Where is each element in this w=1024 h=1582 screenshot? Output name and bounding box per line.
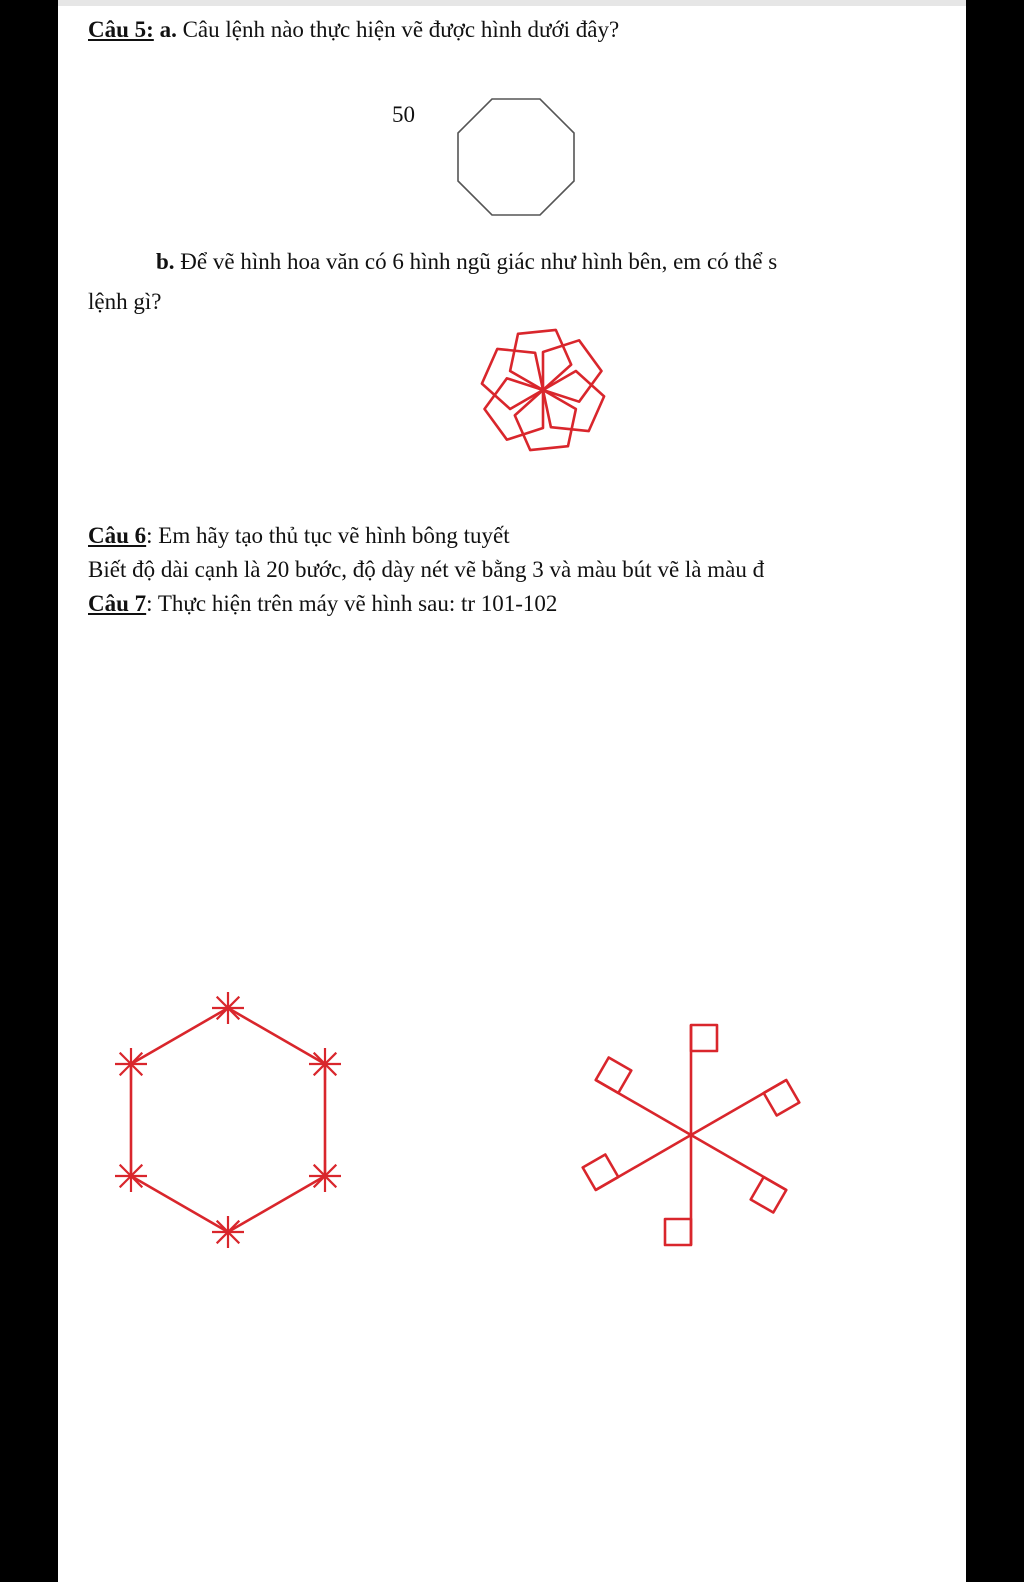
ray-square-5	[583, 1155, 619, 1191]
asterisk-6	[115, 1048, 147, 1080]
ray-square-2	[764, 1080, 800, 1116]
q5-part-a-text: Câu lệnh nào thực hiện vẽ được hình dưới đây?	[182, 17, 620, 42]
asterisk-4	[212, 1216, 244, 1248]
ray-square-6	[596, 1058, 632, 1094]
q6-line	[88, 522, 510, 550]
q7-text: : Thực hiện trên máy vẽ hình sau: tr 101-102	[146, 591, 558, 616]
hexagon-outline	[131, 1008, 325, 1232]
q5-part-b-text: Để vẽ hình hoa văn có 6 hình ngũ giác như hình bên, em có thể s	[180, 249, 778, 274]
asterisk-5	[115, 1160, 147, 1192]
worksheet-page	[58, 0, 966, 1582]
q7-title: Câu 7	[88, 591, 147, 616]
q5-part-a-line	[88, 16, 619, 44]
hexagon-with-asterisks	[98, 980, 358, 1260]
q5-title: Câu 5:	[88, 17, 154, 42]
pentagon-1	[543, 340, 602, 401]
six-ray-star-with-squares	[558, 1000, 828, 1280]
octagon-side-label: 50	[392, 102, 415, 127]
ray-square-4	[665, 1219, 691, 1245]
ray-square-1	[691, 1025, 717, 1051]
ray-square-3	[751, 1177, 787, 1213]
q5-part-b-line	[156, 248, 777, 276]
q6-line-2: Biết độ dài cạnh là 20 bước, độ dày nét vẽ bằng 3 và màu bút vẽ là màu đ	[88, 557, 765, 582]
asterisk-1	[212, 992, 244, 1024]
pentagon-4	[485, 378, 544, 439]
six-pentagon-flower	[458, 310, 628, 470]
octagon-figure	[454, 96, 578, 220]
q5-part-a-label: a.	[159, 17, 177, 42]
top-edge	[58, 0, 966, 6]
q6-title: Câu 6	[88, 523, 147, 548]
q5-part-b-line-2: lệnh gì?	[88, 289, 162, 314]
q7-line	[88, 590, 557, 618]
q5-part-b-label: b.	[156, 249, 175, 274]
asterisk-3	[309, 1160, 341, 1192]
q6-text: : Em hãy tạo thủ tục vẽ hình bông tuyết	[146, 523, 510, 548]
asterisk-2	[309, 1048, 341, 1080]
